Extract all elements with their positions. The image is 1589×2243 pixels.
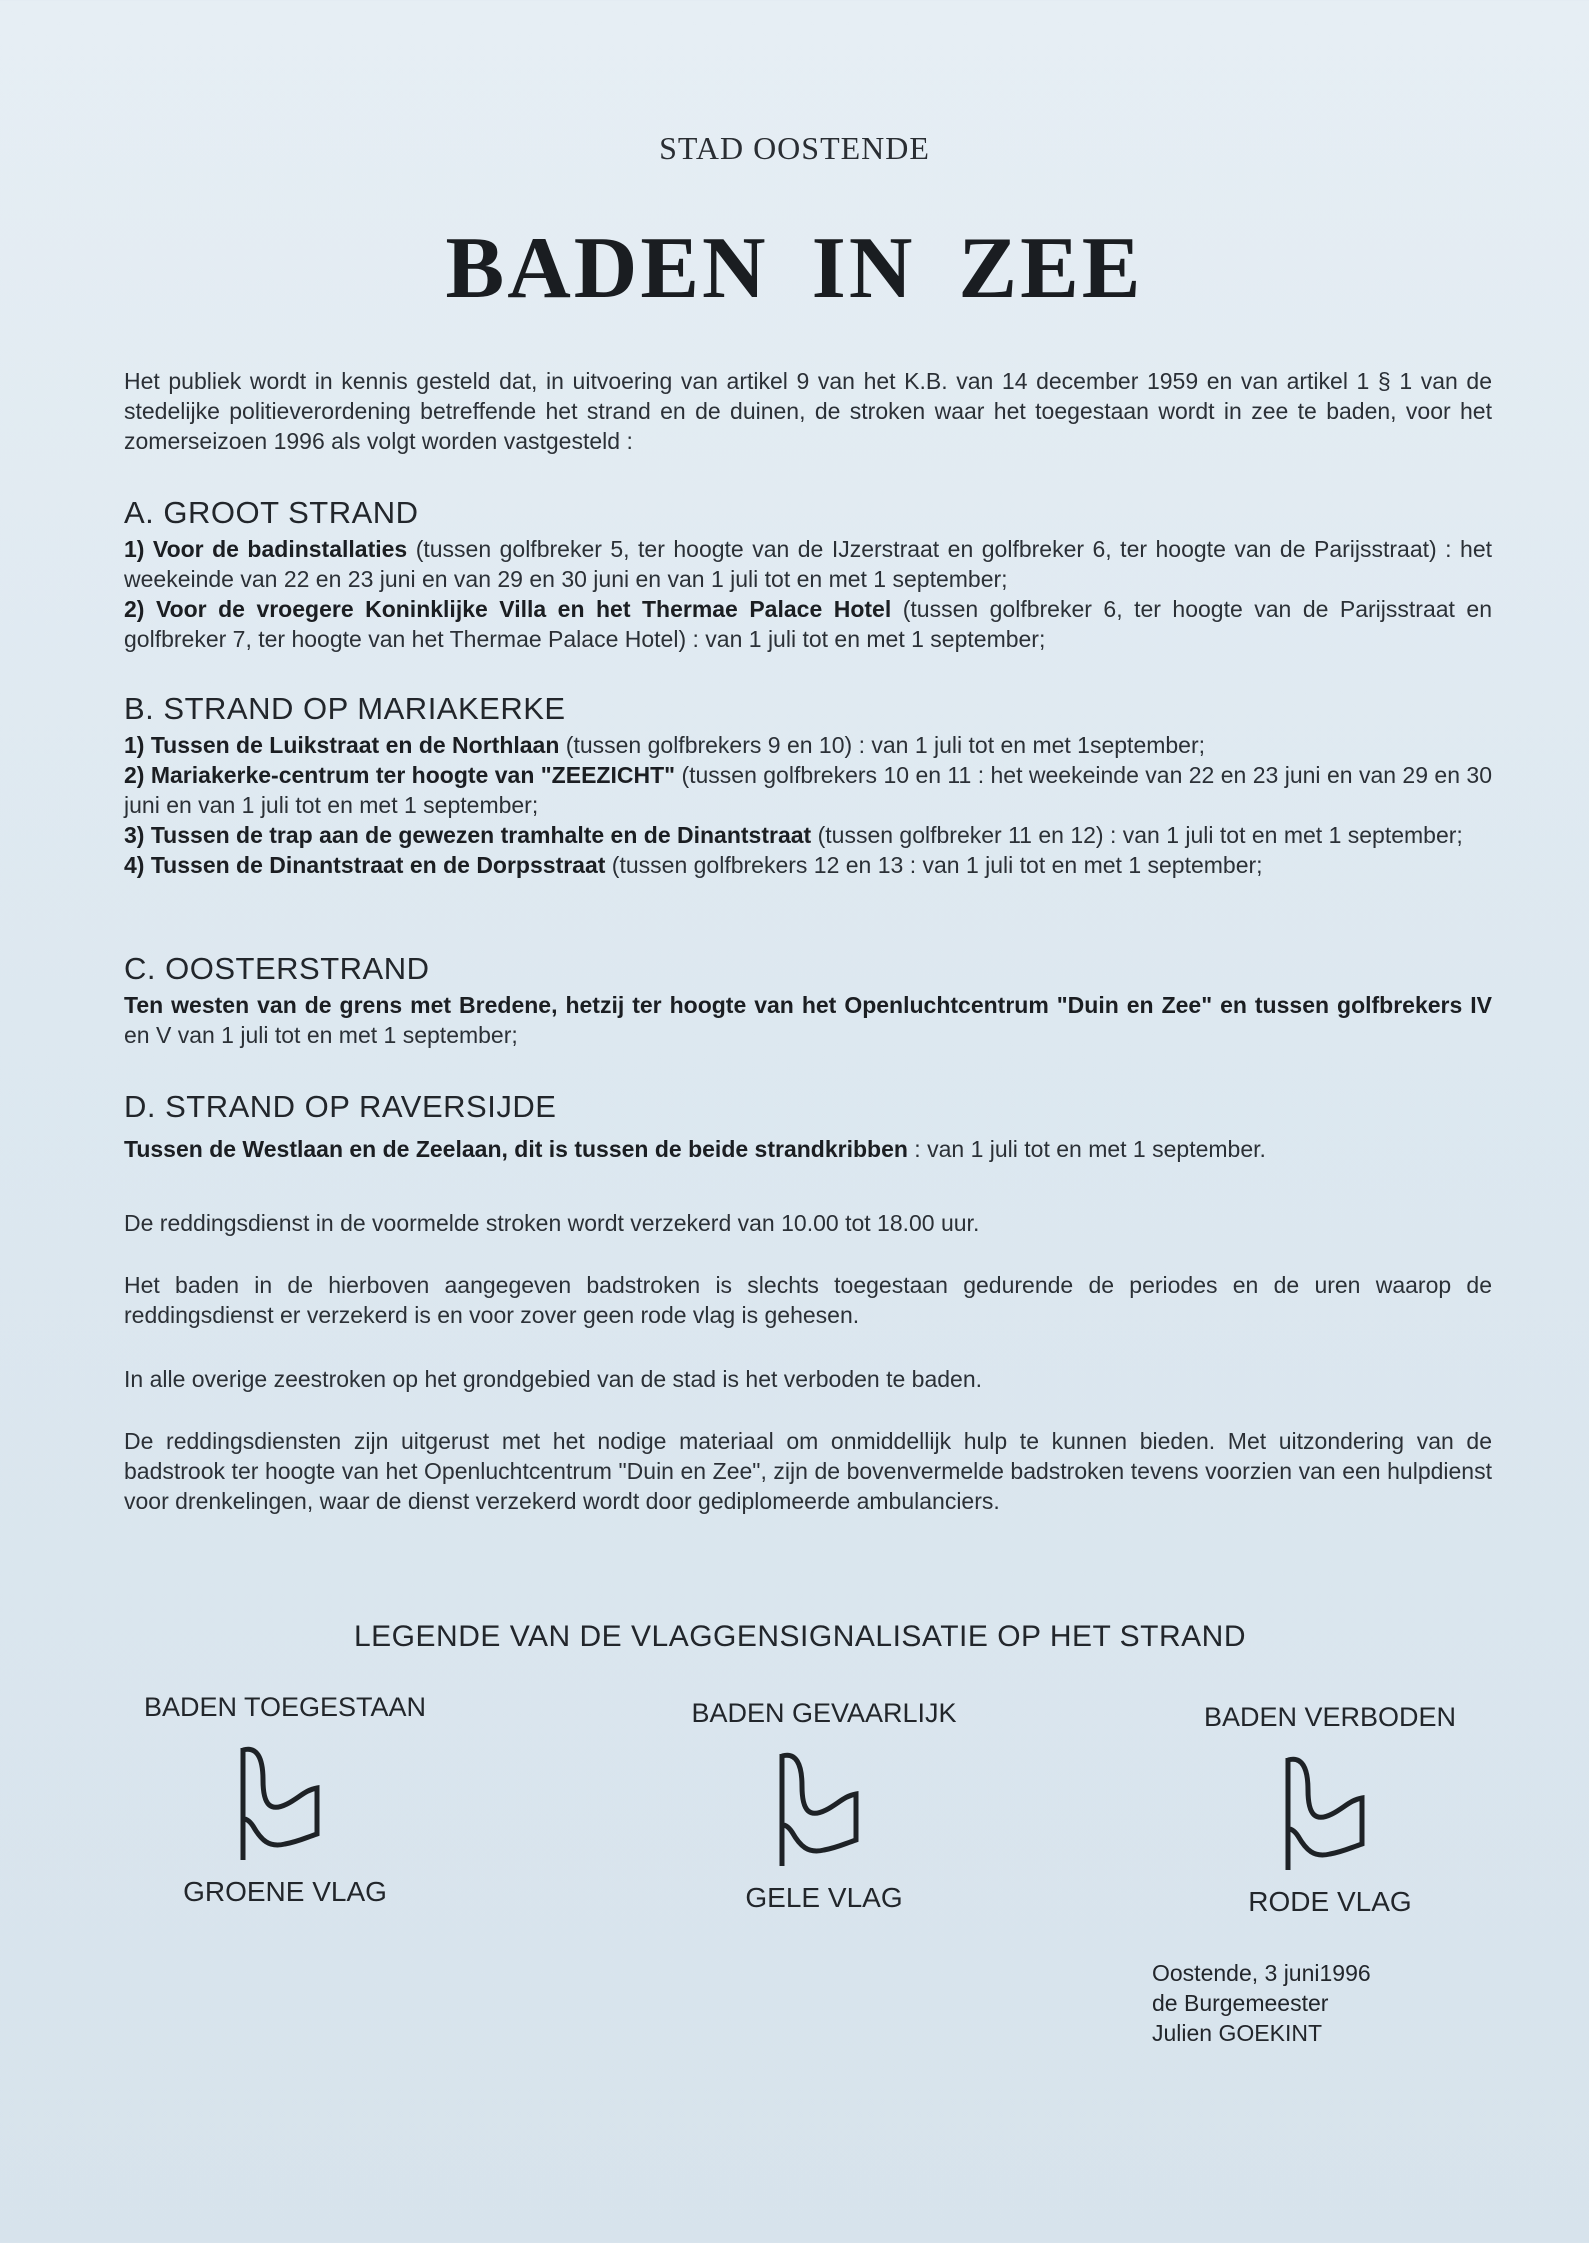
item-bold: 2) Voor de vroegere Koninklijke Villa en het Thermae Palace Hotel bbox=[124, 596, 892, 622]
signature-block bbox=[1152, 1958, 1371, 2048]
legend-yellow bbox=[604, 1698, 1044, 1913]
prohibition bbox=[124, 1364, 1492, 1394]
legend-color: RODE VLAG bbox=[1248, 1886, 1412, 1917]
paragraph: De reddingsdiensten zijn uitgerust met het nodige materiaal om onmiddellijk hulp te kunnen bieden. Met uitzondering van de badstrook ter hoogte van het Openluchtcentrum "Duin en Zee", zijn de bovenvermelde badstroken tevens voorzien van een hulpdienst voor drenkelingen, waar de dienst verzekerd wordt door gediplomeerde ambulanciers. bbox=[124, 1428, 1492, 1514]
legend-label: BADEN VERBODEN bbox=[1203, 1702, 1457, 1732]
item-bold: 1) Tussen de Luikstraat en de Northlaan bbox=[124, 732, 560, 758]
item-bold: Ten westen van de grens met Bredene, hetzij ter hoogte van het Openluchtcentrum "Duin en Zee" en tussen golfbrekers IV bbox=[124, 992, 1492, 1018]
flag-icon bbox=[1280, 1754, 1380, 1874]
intro-paragraph: Het publiek wordt in kennis gesteld dat, in uitvoering van artikel 9 van het K.B. van 14 december 1959 en van artikel 1 § 1 van de stedelijke politieverordening betreffende het strand en de duinen, de stroken waar het toegestaan wordt in zee te baden, voor het zomerseizoen 1996 als volgt worden vastgesteld : bbox=[124, 368, 1492, 454]
item-bold: 1) Voor de badinstallaties bbox=[124, 536, 408, 562]
bathing-conditions bbox=[124, 1270, 1492, 1330]
legend-color: GROENE VLAG bbox=[183, 1876, 387, 1907]
item-text: (tussen golfbreker 11 en 12) : van 1 juli tot en met 1 september; bbox=[811, 822, 1463, 848]
section-b bbox=[124, 690, 1492, 880]
page-title: BADEN IN ZEE bbox=[445, 220, 1144, 317]
paragraph: De reddingsdienst in de voormelde stroken wordt verzekerd van 10.00 tot 18.00 uur. bbox=[124, 1210, 980, 1236]
section-c bbox=[124, 950, 1492, 1050]
section-heading: D. STRAND OP RAVERSIJDE bbox=[124, 1089, 557, 1124]
section-heading: C. OOSTERSTRAND bbox=[124, 951, 430, 986]
list-item bbox=[124, 820, 1492, 850]
item-text: (tussen golfbreker 6, ter hoogte van de Parijsstraat en golfbreker 7, ter hoogte van het Thermae Palace Hotel) : van 1 juli tot en met 1 september; bbox=[124, 596, 1492, 652]
item-bold: 4) Tussen de Dinantstraat en de Dorpsstraat bbox=[124, 852, 606, 878]
list-item bbox=[124, 534, 1492, 594]
section-d bbox=[124, 1088, 1492, 1164]
item-text: (tussen golfbrekers 9 en 10) : van 1 juli tot en met 1september; bbox=[559, 732, 1206, 758]
list-item bbox=[124, 850, 1492, 880]
rescue-services bbox=[124, 1426, 1492, 1516]
signature-place-date: Oostende, 3 juni1996 bbox=[1152, 1960, 1371, 1986]
item-bold: 3) Tussen de trap aan de gewezen tramhalte en de Dinantstraat bbox=[124, 822, 812, 848]
item-text: (tussen golfbrekers 10 en 11 : het weekeinde van 22 en 23 juni en van 29 en 30 juni en van 1 juli tot en met 1 september; bbox=[124, 762, 1492, 818]
section-heading: B. STRAND OP MARIAKERKE bbox=[124, 691, 566, 726]
legend-label: BADEN TOEGESTAAN bbox=[143, 1692, 427, 1722]
section-a bbox=[124, 494, 1492, 654]
legend-green bbox=[65, 1692, 505, 1907]
list-item bbox=[124, 760, 1492, 820]
item-text: en V van 1 juli tot en met 1 september; bbox=[124, 1022, 518, 1048]
signature-name: Julien GOEKINT bbox=[1152, 2020, 1322, 2046]
list-item bbox=[124, 594, 1492, 654]
item-text: : van 1 juli tot en met 1 september. bbox=[907, 1136, 1266, 1162]
section-heading: A. GROOT STRAND bbox=[124, 495, 419, 530]
list-item bbox=[124, 730, 1492, 760]
flag-icon bbox=[235, 1744, 335, 1864]
item-text: (tussen golfbrekers 12 en 13 : van 1 juli tot en met 1 september; bbox=[605, 852, 1263, 878]
legend-color: GELE VLAG bbox=[745, 1882, 903, 1913]
issuer-name: STAD OOSTENDE bbox=[659, 130, 930, 166]
item-bold: Tussen de Westlaan en de Zeelaan, dit is tussen de beide strandkribben bbox=[124, 1136, 908, 1162]
paragraph: In alle overige zeestroken op het grondgebied van de stad is het verboden te baden. bbox=[124, 1366, 982, 1392]
legend-title: LEGENDE VAN DE VLAGGENSIGNALISATIE OP HET STRAND bbox=[353, 1620, 1246, 1653]
intro-block bbox=[124, 366, 1492, 456]
flag-icon bbox=[774, 1750, 874, 1870]
paragraph: Het baden in de hierboven aangegeven badstroken is slechts toegestaan gedurende de periodes en de uren waarop de reddingsdienst er verzekerd is en voor zover geen rode vlag is gehesen. bbox=[124, 1272, 1492, 1328]
item-text: (tussen golfbreker 5, ter hoogte van de IJzerstraat en golfbreker 6, ter hoogte van de Parijsstraat) : het weekeinde van 22 en 23 juni en van 29 en 30 juni en van 1 juli tot en met 1 september; bbox=[124, 536, 1493, 592]
legend-red bbox=[1110, 1702, 1550, 1917]
item-bold: 2) Mariakerke-centrum ter hoogte van "ZEEZICHT" bbox=[124, 762, 676, 788]
legend-label: BADEN GEVAARLIJK bbox=[691, 1698, 957, 1728]
list-item bbox=[124, 990, 1492, 1050]
list-item bbox=[124, 1134, 1492, 1164]
signature-role: de Burgemeester bbox=[1152, 1990, 1329, 2016]
rescue-hours bbox=[124, 1208, 1492, 1238]
